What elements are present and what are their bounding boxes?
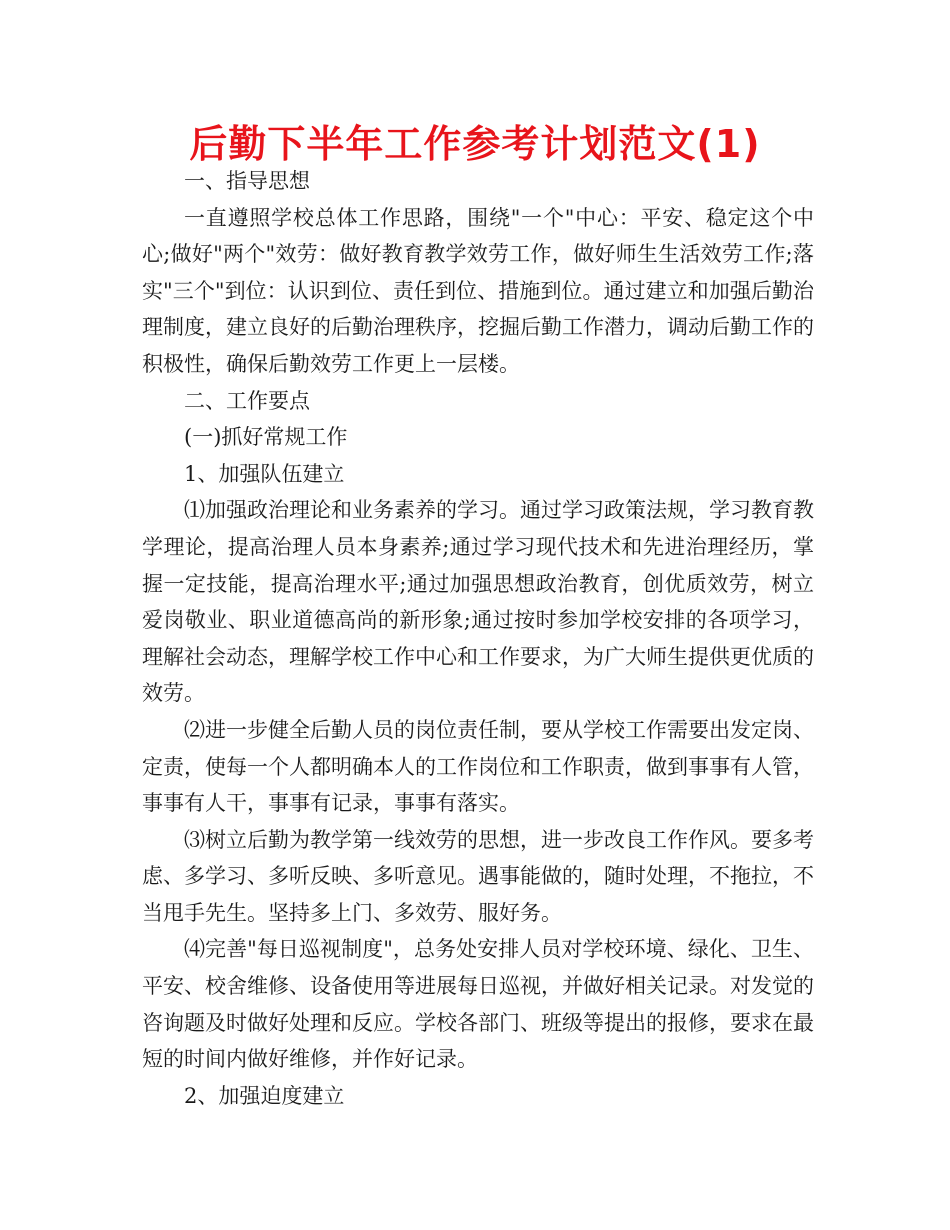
paragraph-guiding-ideology: 一直遵照学校总体工作思路，围绕"一个"中心：平安、稳定这个中心;做好"两个"效劳：做好教育教学效劳工作，做好师生生活效劳工作;落实"三个"到位：认识到位、责任到位、措施到位。通过建立和加强后勤治理制度，建立良好的后勤治理秩序，挖掘后勤工作潜力，调动后勤工作的积极性，确保后勤效劳工作更上一层楼。 <box>142 205 814 376</box>
item-heading-system-building: 2、加强迫度建立 <box>184 1083 345 1108</box>
subsection-heading-routine-work: (一)抓好常规工作 <box>184 425 348 450</box>
document-title: 后勤下半年工作参考计划范文(1) <box>189 122 761 166</box>
section-heading-guiding-ideology: 一、指导思想 <box>184 169 310 193</box>
section-heading-work-points: 二、工作要点 <box>184 388 310 413</box>
paragraph-item-2: ⑵进一步健全后勤人员的岗位责任制，要从学校工作需要出发定岗、定责，使每一个人都明确本人的工作岗位和工作职责，做到事事有人管，事事有人干，事事有记录，事事有落实。 <box>142 717 814 816</box>
item-heading-team-building: 1、加强队伍建立 <box>184 461 345 486</box>
paragraph-item-4: ⑷完善"每日巡视制度"，总务处安排人员对学校环境、绿化、卫生、平安、校舍维修、设备使用等进展每日巡视，并做好相关记录。对发觉的咨询题及时做好处理和反应。学校各部门、班级等提出的报修，要求在最短的时间内做好维修，并作好记录。 <box>142 937 814 1072</box>
paragraph-item-1: ⑴加强政治理论和业务素养的学习。通过学习政策法规，学习教育教学理论，提高治理人员本身素养;通过学习现代技术和先进治理经历，掌握一定技能，提高治理水平;通过加强思想政治教育，创优质效劳，树立爱岗敬业、职业道德高尚的新形象;通过按时参加学校安排的各项学习，理解社会动态，理解学校工作中心和工作要求，为广大师生提供更优质的效劳。 <box>142 498 814 706</box>
document-body <box>142 163 814 1114</box>
paragraph-item-3: ⑶树立后勤为教学第一线效劳的思想，进一步改良工作作风。要多考虑、多学习、多听反映、多听意见。遇事能做的，随时处理，不拖拉，不当甩手先生。坚持多上门、多效劳、服好务。 <box>142 827 814 925</box>
